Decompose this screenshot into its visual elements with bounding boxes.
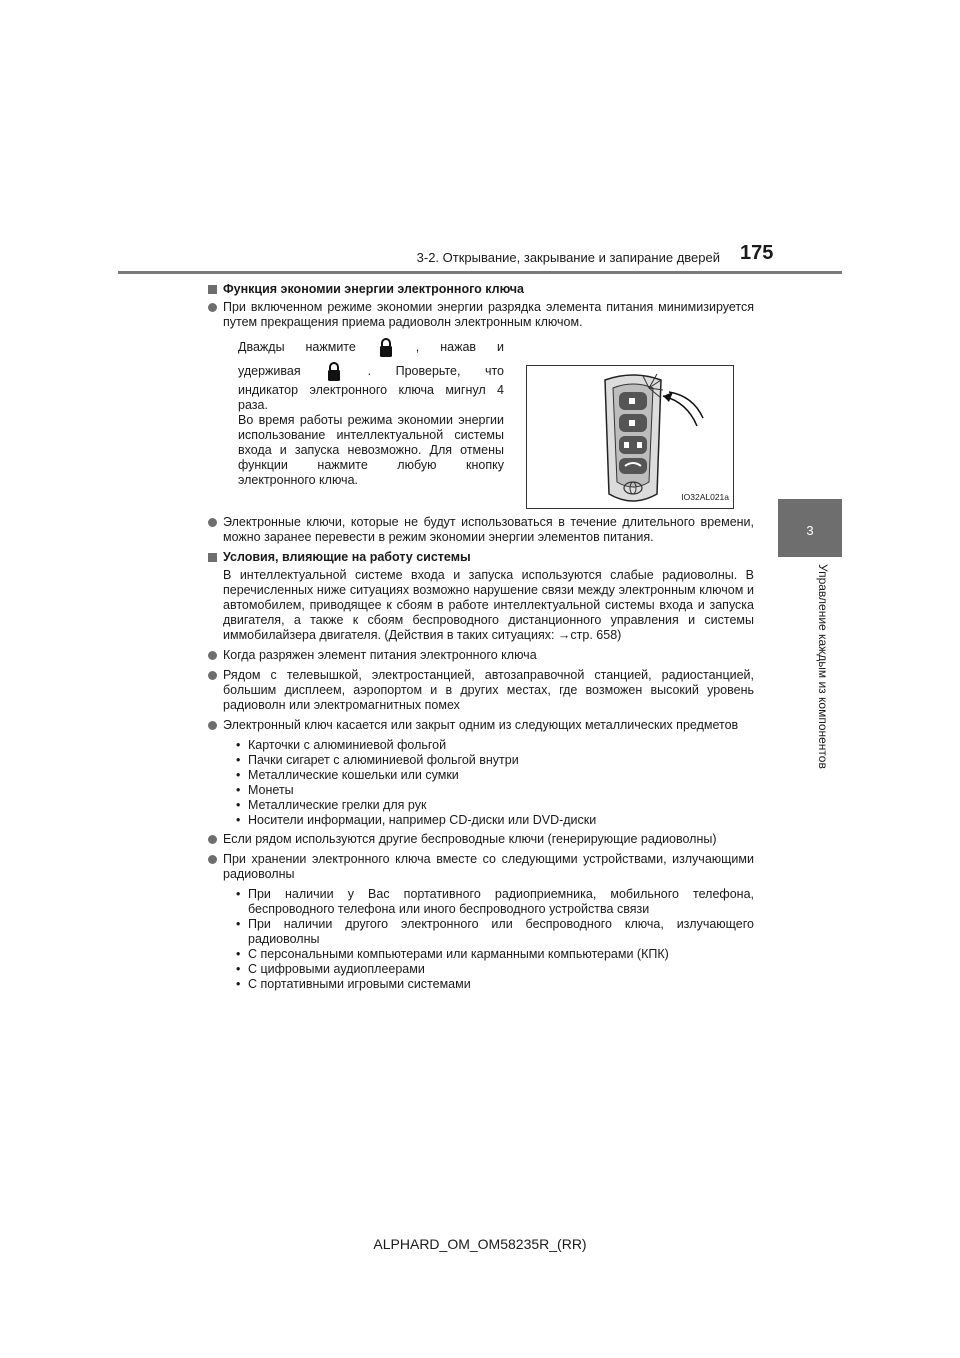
lock-icon — [325, 360, 343, 384]
figure-code: IO32AL021a — [681, 492, 729, 502]
heading-text: Функция экономии энергии электронного ключа — [223, 282, 525, 296]
bullet-item — [208, 515, 754, 545]
bullet-text: Электронный ключ касается или закрыт одним из следующих металлических предметов — [223, 718, 739, 732]
section-title: 3-2. Открывание, закрывание и запирание дверей — [416, 250, 720, 265]
section-heading — [208, 282, 754, 297]
square-bullet-icon — [208, 285, 217, 294]
list-item: • При наличии у Вас портативного радиоприемника, мобильного телефона, беспроводного телефона или иного беспроводного устройства связи — [236, 887, 754, 916]
intro-paragraph: В интеллектуальной системе входа и запуска используются слабые радиоволны. В перечисленных ниже ситуациях возможно нарушение связи между электронным ключом и автомобилем, приводящее к сбоям в работе интеллектуальной системы входа и запуска двигателя, а также к сбоям беспроводного дистанционного управления и системы иммобилайзера двигателя. (Действия в таких ситуациях: →стр. 658) — [223, 568, 754, 642]
circle-bullet-icon — [208, 835, 217, 844]
instruction-line — [238, 335, 504, 359]
instruction-text: Дважды нажмите — [238, 340, 356, 354]
electronic-key-icon — [527, 366, 733, 508]
instruction-text: . Проверьте, что — [367, 364, 505, 378]
bullet-item — [208, 300, 754, 330]
bullet-item — [208, 718, 754, 733]
chapter-tab — [778, 499, 842, 557]
list-item: • С портативными игровыми системами — [236, 977, 471, 991]
list-item: • Карточки с алюминиевой фольгой — [236, 738, 447, 752]
chapter-number: 3 — [806, 523, 814, 538]
header-divider — [118, 271, 842, 274]
key-illustration — [526, 365, 734, 509]
page-content — [208, 282, 754, 996]
bullet-item — [208, 648, 754, 663]
list-item: • С персональными компьютерами или карманными компьютерами (КПК) — [236, 947, 669, 961]
bullet-item — [208, 832, 754, 847]
figure-instructions — [238, 335, 504, 488]
list-item: • Пачки сигарет с алюминиевой фольгой внутри — [236, 753, 519, 767]
list-item: • Монеты — [236, 783, 294, 797]
circle-bullet-icon — [208, 855, 217, 864]
chapter-label-wrap — [778, 564, 842, 804]
instruction-text: Во время работы режима экономии энергии использование интеллектуальной системы входа и запуска невозможно. Для отмены функции нажмите любую кнопку электронного ключа. — [238, 413, 504, 487]
bullet-text: Электронные ключи, которые не будут использоваться в течение длительного времени, можно заранее перевести в режим экономии энергии элементов питания. — [223, 515, 754, 544]
bullet-text: При включенном режиме экономии энергии разрядка элемента питания минимизируется путем прекращения приема радиоволн электронным ключом. — [223, 300, 754, 329]
chapter-label: Управление каждым из компонентов — [816, 564, 830, 769]
bullet-item — [208, 668, 754, 713]
instruction-line — [238, 359, 504, 383]
bullet-text: Рядом с телевышкой, электростанцией, автозаправочной станцией, радиостанцией, большим дисплеем, аэропортом и в других местах, где возможен высокий уровень радиоволн или электромагнитных помех — [223, 668, 754, 712]
page-number: 175 — [740, 242, 774, 264]
document-code: ALPHARD_OM_OM58235R_(RR) — [373, 1236, 587, 1252]
circle-bullet-icon — [208, 671, 217, 680]
instruction-text: , нажав и — [415, 340, 504, 354]
instruction-text: удерживая — [238, 364, 301, 378]
bullet-text: Если рядом используются другие беспроводные ключи (генерирующие радиоволны) — [223, 832, 717, 846]
bullet-text: Когда разряжен элемент питания электронного ключа — [223, 648, 537, 662]
figure-row — [208, 335, 754, 511]
circle-bullet-icon — [208, 303, 217, 312]
sub-list — [236, 738, 754, 828]
list-item: • Металлические кошельки или сумки — [236, 768, 459, 782]
list-item: • При наличии другого электронного или беспроводного ключа, излучающего радиоволны — [236, 917, 754, 946]
bullet-text: При хранении электронного ключа вместе со следующими устройствами, излучающими радиоволны — [223, 852, 754, 881]
section-heading — [208, 550, 754, 565]
circle-bullet-icon — [208, 518, 217, 527]
list-item: • Носители информации, например CD-диски или DVD-диски — [236, 813, 597, 827]
heading-text: Условия, влияющие на работу системы — [223, 550, 471, 564]
bullet-item — [208, 852, 754, 882]
square-bullet-icon — [208, 553, 217, 562]
circle-bullet-icon — [208, 651, 217, 660]
list-item: • С цифровыми аудиоплеерами — [236, 962, 425, 976]
list-item: • Металлические грелки для рук — [236, 798, 427, 812]
sub-list — [236, 887, 754, 992]
instruction-text: индикатор электронного ключа мигнул 4 раза. — [238, 383, 504, 412]
circle-bullet-icon — [208, 721, 217, 730]
lock-icon — [377, 336, 395, 360]
